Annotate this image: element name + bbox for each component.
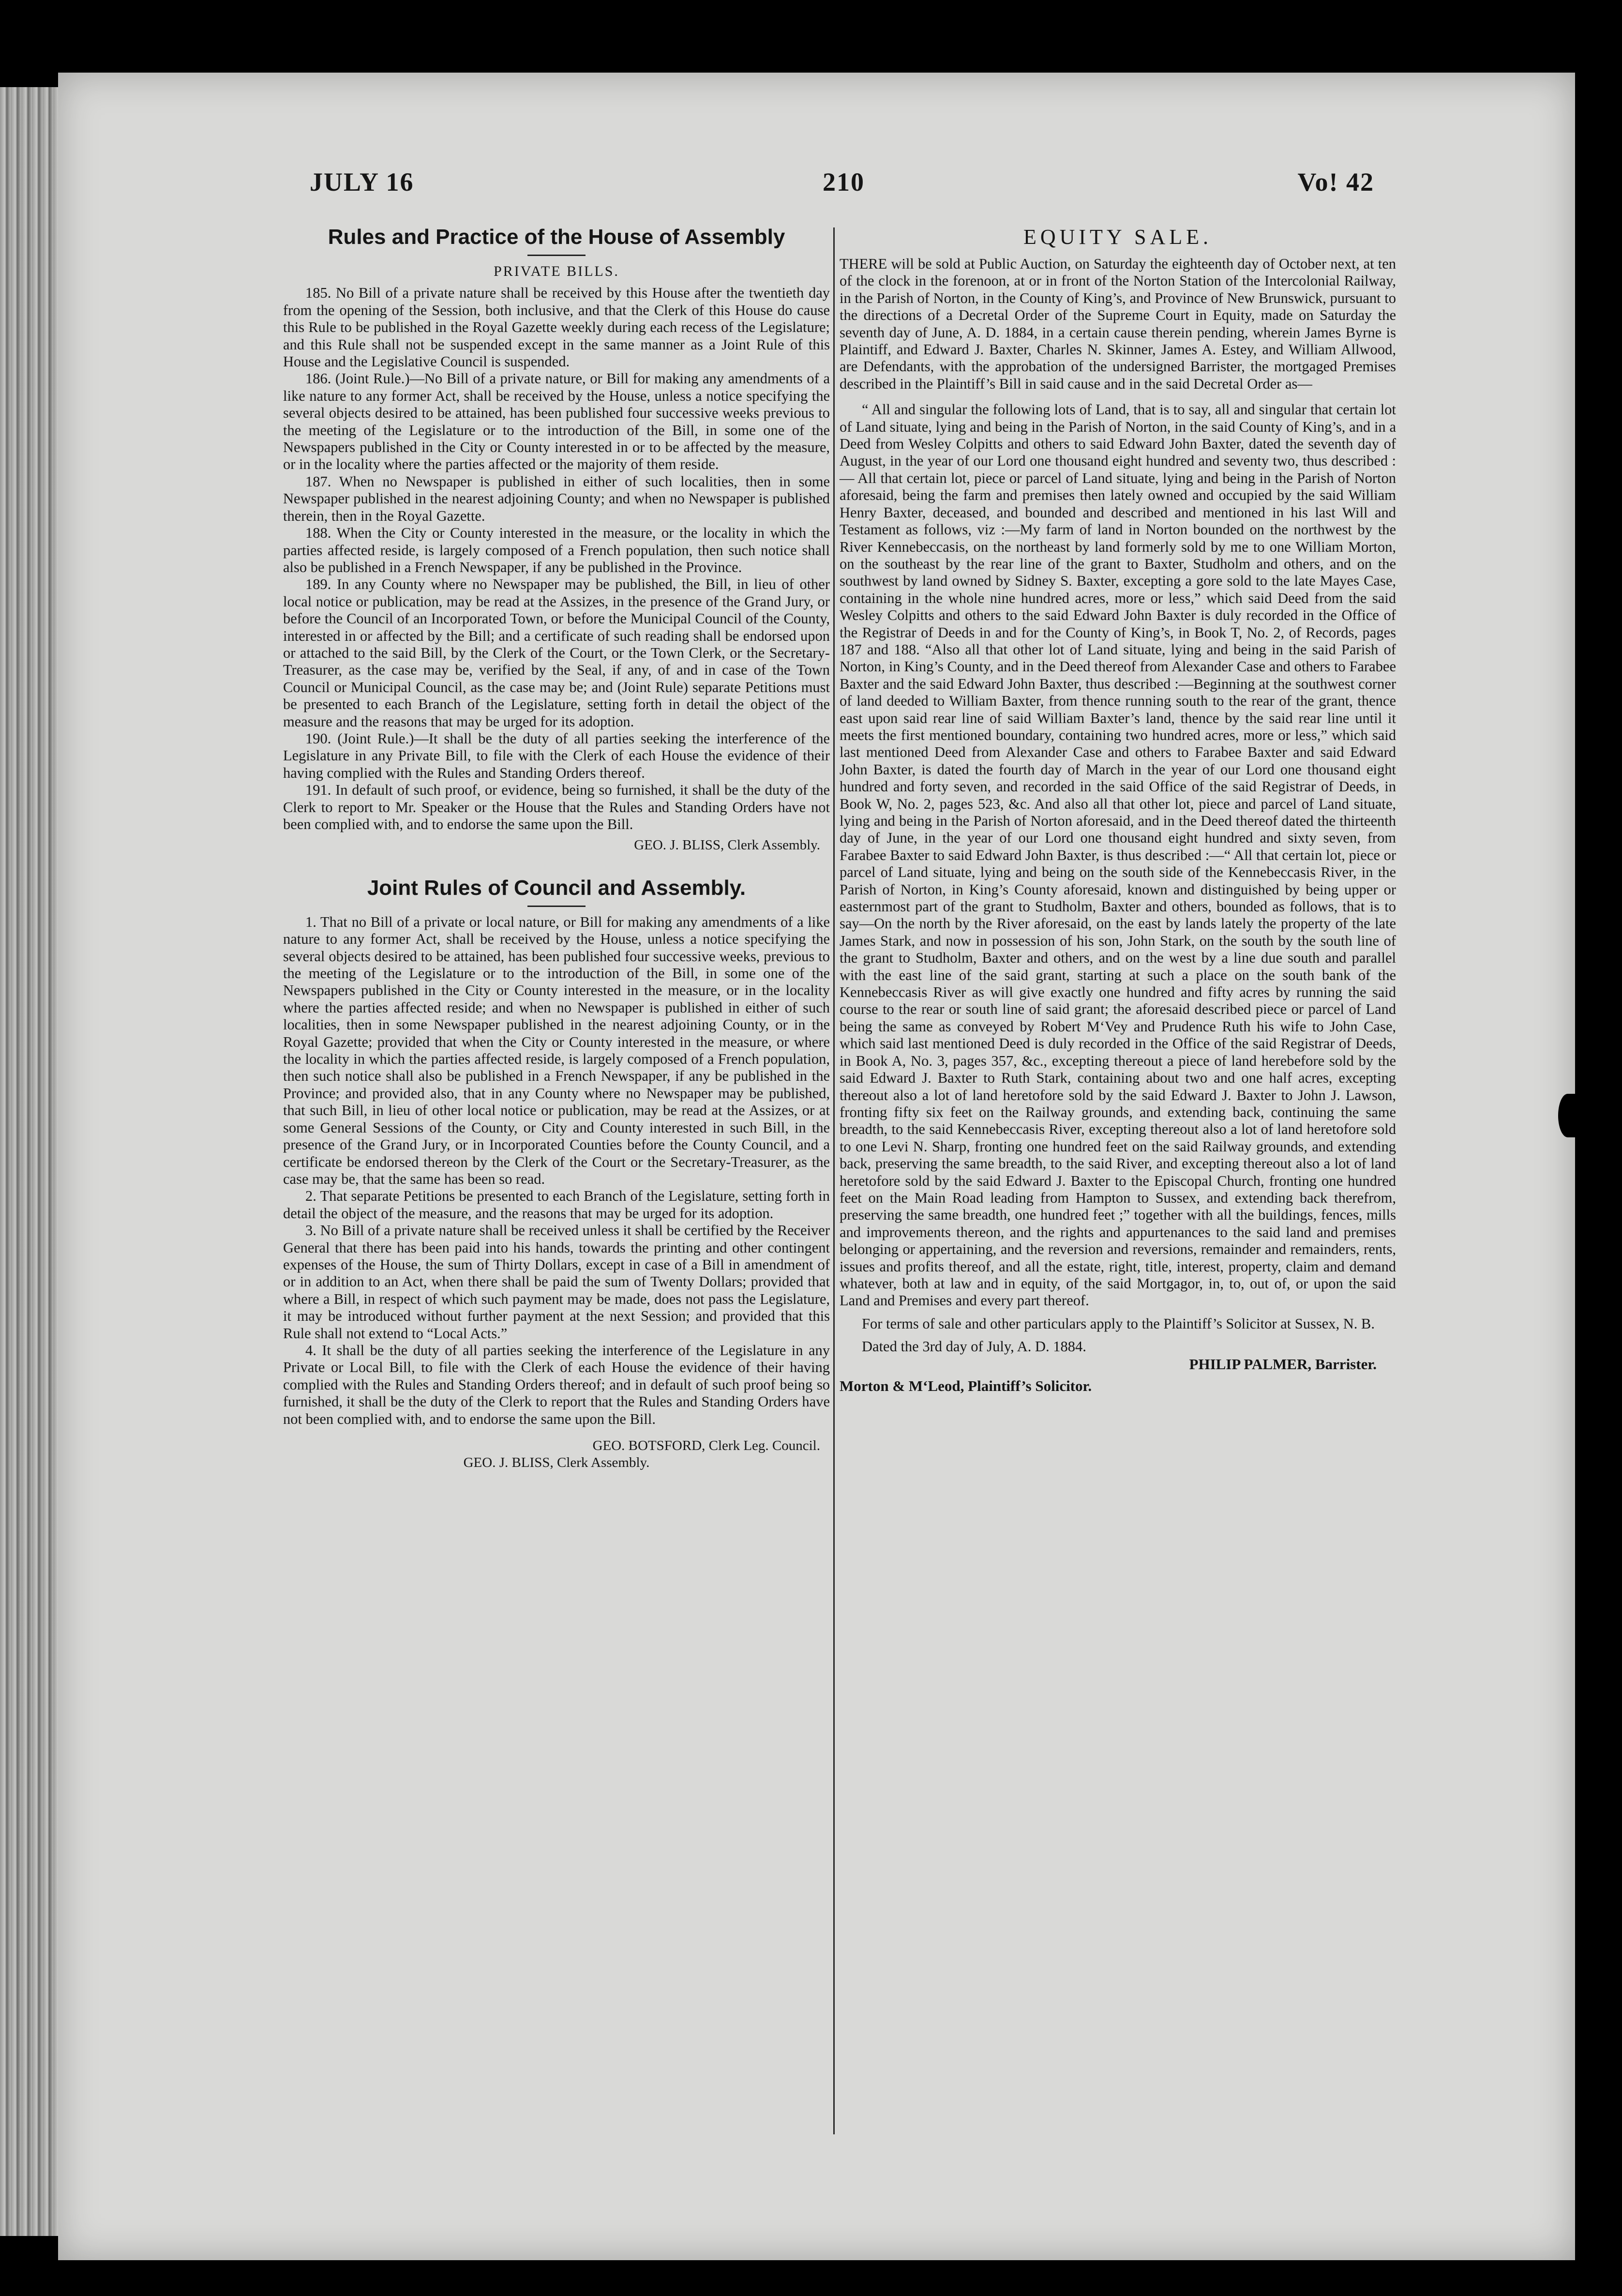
joint-rule-4: 4. It shall be the duty of all parties seeking the interference of the Legislature in any Private or Local Bill, to file with the Clerk of each House the evidence of their having complied with the Rules and Standing Orders thereof; and in default of such proof being so furnished, it shall be the duty of the Clerk to report that the Rules and Standing Orders have not been complied with, and to endorse the same upon the Bill. — [283, 1342, 830, 1427]
joint-rule-3: 3. No Bill of a private nature shall be received unless it shall be certified by the Receiver General that there has been paid into his hands, towards the printing and other contingent expenses of the House, the sum of Thirty Dollars, except in case of a Bill in amendment of or in addition to an Act, when there shall be paid the sum of Twenty Dollars; provided that where a Bill, in respect of which such payment may be made, does not pass the Legislature, it may be introduced without further payment at the next Session; and provided that this Rule shall not extend to “Local Acts.” — [283, 1222, 830, 1342]
rule-191: 191. In default of such proof, or evidence, being so furnished, it shall be the duty of the Clerk to report to Mr. Speaker or the House that the Rules and Standing Orders have not been complied with, and to endorse the same upon the Bill. — [283, 782, 830, 832]
joint-rule-1: 1. That no Bill of a private or local nature, or Bill for making any amendments of a like nature to any former Act, shall be received by the House, unless a notice specifying the several objects desired to be attained, has been published four successive weeks, previous to the meeting of the Legislature or to the introduction of the Bill, in some one of the Newspapers published in the City or County interested in the measure, or in the locality where the parties affected reside; and when no Newspaper is published in either of such localities, then in some Newspaper published in the nearest adjoining County, or in the Royal Gazette; provided that when the City or County interested in the measure, or where the locality in which the parties affected reside, is largely composed of a French population, then such notice shall also be published in a French Newspaper, if any be published in the Province; and provided also, that in any County where no Newspaper may be published, that such Bill, in lieu of other local notice or publication, may be read at the Assizes, or at some General Sessions of the County, or City and County interested in such Bill, in the presence of the Grand Jury, or in Incorporated Counties before the County Council, and a certificate be endorsed thereon by the Clerk of the Court or the Secretary-Treasurer, as the case may be, that the same has been so read. — [283, 913, 830, 1187]
left-column — [283, 223, 830, 1472]
solicitor-signature: Morton & M‘Leod, Plaintiff’s Solicitor. — [840, 1377, 1092, 1394]
binding-hole — [1558, 1094, 1577, 1137]
dated-line: Dated the 3rd day of July, A. D. 1884. — [862, 1338, 1086, 1355]
right-column — [840, 223, 1396, 1394]
rules-title: Rules and Practice of the House of Assembly — [328, 225, 785, 249]
page-number: 210 — [823, 167, 865, 196]
equity-sale-title: EQUITY SALE. — [1023, 225, 1213, 249]
rule-189: 189. In any County where no Newspaper may be published, the Bill, in lieu of other local notice or publication, may be read at the Assizes, in the presence of the Grand Jury, or before the Council of an Incorporated Town, or before the Municipal Council of the County, interested in or affected by the Bill; and a certificate of such reading shall be endorsed upon or attached to the said Bill, by the Clerk of the Court, or the Town Clerk, or the Secretary-Treasurer, as the case may be, verified by the Seal, if any, of and in case of the Town Council or Municipal Council, as the case may be; and (Joint Rule) separate Petitions must be presented to each Branch of the Legislature, setting forth in detail the object of the measure and the reasons that may be urged for its adoption. — [283, 576, 830, 730]
rule-190: 190. (Joint Rule.)—It shall be the duty of all parties seeking the interference of the Legislature in any Private Bill, to file with the Clerk of each House the evidence of their having complied with the Rules and Standing Orders thereof. — [283, 730, 830, 781]
property-description: “ All and singular the following lots of Land, that is to say, all and singular that certain lot of Land situate, lying and being in the Parish of Norton, in the said County of King’s, and in a Deed from Wesley Colpitts and others to said Edward John Baxter, dated the seventh day of August, in the year of our Lord one thousand eight hundred and seventy two, thus described :— All that certain lot, piece or parcel of Land situate, lying and being in the Parish of Norton aforesaid, being the farm and premises then lately owned and occupied by the said William Henry Baxter, deceased, and bounded and described and mentioned in his last Will and Testament as follows, viz :—My farm of land in Norton bounded on the northwest by the River Kennebeccasis, on the northeast by land formerly sold by me to one William Morton, on the southeast by the rear line of the grant to Baxter, Studholm and others, and on the southwest by land owned by Sidney S. Baxter, excepting a gore sold to the late Mayes Case, containing in the whole nine hundred acres, more or less,” which said Deed from the said Wesley Colpitts and others to the said Edward John Baxter is duly recorded in the Office of the Registrar of Deeds in and for the County of King’s, in Book T, No. 2, of Records, pages 187 and 188. “Also all that other lot of Land situate, lying and being in the said Parish of Norton, in King’s County, and in the Deed thereof from Alexander Case and others to Farabee Baxter and the said Edward John Baxter, thus described :—Beginning at the southwest corner of land deeded to William Baxter, from thence running south to the rear of the grant, thence east upon said rear line of said William Baxter’s land, thence by the said rear line until it meets the first mentioned boundary, containing two hundred acres, more or less,” which said last mentioned Deed from Alexander Case and others to Farabee Baxter and said Edward John Baxter, is dated the fourth day of March in the year of our Lord one thousand eight hundred and forty seven, and recorded in the said Office of the said Registrar of Deeds, in Book W, No. 2, pages 523, &c. And also all that other lot, piece and parcel of Land situate, lying and being in the Parish of Norton aforesaid, and in the Deed thereof dated the thirteenth day of June, in the year of our Lord one thousand eight hundred and sixty seven, from Farabee Baxter to said Edward John Baxter, is thus described :—“ All that certain lot, piece or parcel of Land situate, lying and being on the south side of the Kennebeccasis River, in the Parish of Norton, in King’s County aforesaid, known and distinguished by being upper or easternmost part of the grant to Studholm, Baxter and others, bounded as follows, that is to say—On the north by the River aforesaid, on the east by lands lately the property of the late James Stark, and now in possession of his son, John Stark, on the south by the south line of the grant to Studholm, Baxter and others, and on the west by a line due south and parallel with the east line of the said grant, starting at such a place on the south bank of the Kennebeccasis River as will give exactly one hundred and fifty acres by running the said course to the rear or south line of said grant; the aforesaid described piece or parcel of Land being the same as conveyed by Robert M‘Vey and Prudence Ruth his wife to John Case, which said last mentioned Deed is duly recorded in the Office of the said Registrar of Deeds, in Book A, No. 3, pages 357, &c., excepting thereout a piece of land herebefore sold by the said Edward J. Baxter to Ruth Stark, containing about two and one half acres, excepting thereout also a lot of land heretofore sold by the said Edward J. Baxter to John J. Lawson, fronting fifty six feet on the Railway grounds, and extending back, continuing the same breadth, to the said Kennebeccasis River, excepting thereout also a lot of land heretofore sold to one Levi N. Sharp, fronting one hundred feet on the said Railway grounds, and extending back, preserving the same breadth, to the said River, and excepting thereout also a lot of land heretofore sold by the said Edward J. Baxter to the Episcopal Church, fronting one hundred feet on the Main Road leading from Hampton to Sussex, and extending back therefrom, preserving the same breadth, one hundred feet ;” together with all the buildings, fences, mills and improvements thereon, and the rights and appurtenances to the said land and premises belonging or appertaining, and the reversion and reversions, remainder and remainders, rents, issues and profits thereof, and all the estate, right, title, interest, property, claim and demand whatever, both at law and in equity, of the said Mortgagor, in, to, out of, or upon the said Land and Premises and every part thereof. — [840, 401, 1396, 1309]
joint-title-rule — [527, 906, 586, 907]
terms-of-sale: For terms of sale and other particulars apply to the Plaintiff’s Solicitor at Sussex, N. B. — [862, 1315, 1375, 1332]
volume-number: Vo! 42 — [1297, 167, 1374, 196]
private-bills-heading: PRIVATE BILLS. — [494, 263, 619, 279]
rule-186: 186. (Joint Rule.)—No Bill of a private nature, or Bill for making any amendments of a like nature to any former Act, shall be received by the House, unless a notice specifying the several objects desired to be attained, has been published four successive weeks previous to the meeting of the Legislature or to the introduction of the Bill, in some one of the Newspapers published in the City or County interested in or to be affected by the measure, or in the locality where the parties affected or the majority of them reside. — [283, 370, 830, 473]
rule-185: 185. No Bill of a private nature shall be received by this House after the twentieth day from the opening of the Session, both inclusive, and that the Clerk of this House do cause this Rule to be published in the Royal Gazette weekly during each recess of the Legislature; and this Rule shall not be suspended except in the same manner as a Joint Rule of this House and the Legislative Council is suspended. — [283, 285, 830, 370]
joint-rule-2: 2. That separate Petitions be presented to each Branch of the Legislature, setting forth in detail the object of the measure, and the reasons that may be urged for its adoption. — [283, 1188, 830, 1222]
joint-signature-bliss: GEO. J. BLISS, Clerk Assembly. — [463, 1455, 650, 1471]
sale-intro: THERE will be sold at Public Auction, on Saturday the eighteenth day of October next, at ten of the clock in the forenoon, at or in front of the Norton Station of the Intercolonial Railway, in the Parish of Norton, in the County of King’s, and Province of New Brunswick, pursuant to the directions of a Decretal Order of the Supreme Court in Equity, made on Saturday the seventh day of June, A. D. 1884, in a certain cause therein pending, wherein James Byrne is Plaintiff, and Edward J. Baxter, Charles N. Skinner, James A. Estey, and William Allwood, are Defendants, with the approbation of the undersigned Barrister, the mortgaged Premises described in the Plaintiff’s Bill in said cause and in the said Decretal Order as— — [840, 256, 1396, 392]
binding-edge — [0, 87, 58, 2236]
column-divider — [833, 227, 835, 2134]
rule-187: 187. When no Newspaper is published in either of such localities, then in some Newspaper published in the nearest adjoining County; and when no Newspaper is published therein, then in the Royal Gazette. — [283, 473, 830, 524]
page-header — [252, 167, 1374, 211]
barrister-signature: PHILIP PALMER, Barrister. — [1189, 1355, 1377, 1373]
title-rule — [527, 255, 586, 256]
joint-signature-botsford: GEO. BOTSFORD, Clerk Leg. Council. — [592, 1438, 820, 1453]
rules-signature: GEO. J. BLISS, Clerk Assembly. — [634, 837, 820, 853]
rule-188: 188. When the City or County interested in the measure, or the locality in which the parties affected reside, is largely composed of a French population, then such notice shall also be published in a French Newspaper, if any be published in the Province. — [283, 525, 830, 575]
joint-rules-title: Joint Rules of Council and Assembly. — [367, 876, 746, 900]
header-date: JULY 16 — [310, 167, 414, 196]
